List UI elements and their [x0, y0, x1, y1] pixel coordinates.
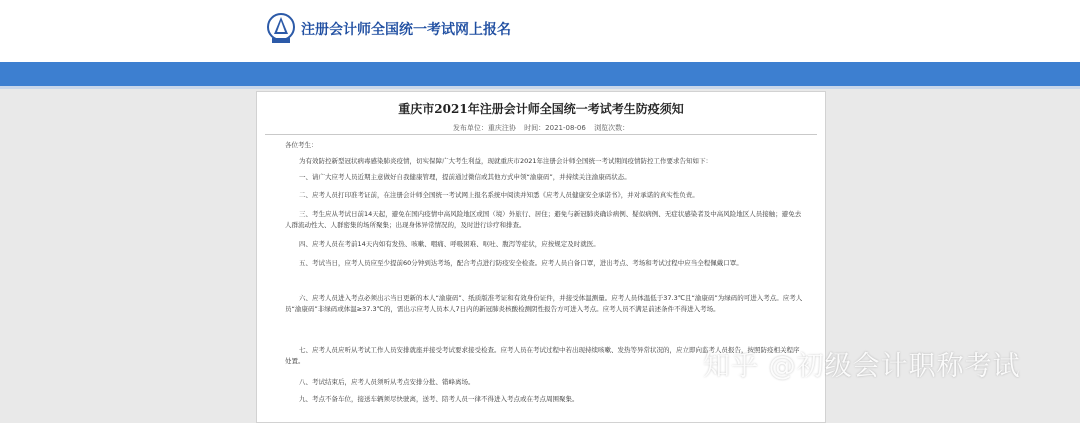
paragraph-1: 一、请广大应考人员近期主意做好自我健康管理，提前通过微信或其他方式申领“渝康码”，并持续关注渝康码状态。	[299, 173, 631, 181]
title-divider	[265, 134, 817, 135]
site-title[interactable]: 注册会计师全国统一考试网上报名	[301, 22, 511, 38]
notice-meta	[257, 123, 825, 133]
paragraph-9: 九、考点不备车位，接送车辆须尽快驶离，送考、陪考人员一律不得进入考点或在考点周围聚集。	[299, 395, 579, 403]
paragraph-6: 六、应考人员进入考点必须出示当日更新的本人“渝康码”、纸质版准考证和有效身份证件，并接受体温测量。应考人员体温低于37.3℃且“渝康码”为绿码的可进入考点。应考人员“渝康码”非绿码或体温≥37.3℃的，需出示应考人员本人7日内的新冠肺炎核酸检测阴性报告方可进入考点。应考人员不满足前述条件不得进入考场。	[285, 294, 803, 313]
paragraph-8: 八、考试结束后，应考人员须听从考点安排分批、错峰离场。	[299, 378, 475, 386]
paragraph-7: 七、应考人员应听从考试工作人员安排就座并接受考试要求接受检查。应考人员在考试过程中若出现持续咳嗽、发热等异常状况的，应立即向监考人员报告，按照防疫相关程序处置。	[285, 346, 800, 365]
paragraph-3: 三、考生应从考试日前14天起，避免在国内疫情中高风险地区或国（境）外旅行、居住；避免与新冠肺炎确诊病例、疑似病例、无症状感染者及中高风险地区人员接触；避免去人群流动性大、人群密集的场所聚集；出现身体异常情况的，及时进行诊疗和排查。	[285, 210, 802, 229]
salutation: 各位考生：	[285, 141, 318, 149]
zhihu-watermark: 知乎 @初级会计职称考试	[703, 351, 1021, 382]
paragraph-5: 五、考试当日，应考人员应至少提前60分钟到达考场，配合考点进行防疫安全检查。应考人员自备口罩，进出考点、考场和考试过程中应当全程佩戴口罩。	[299, 259, 743, 267]
paragraph-4: 四、应考人员在考前14天内如有发热、咳嗽、咽痛、呼吸困难、呕吐、腹泻等症状，应按规定及时就医。	[299, 240, 600, 248]
paragraph-2: 二、应考人员打印准考证前，在注册会计师全国统一考试网上报名系统中阅读并知悉《应考人员健康安全承诺书》，并对承诺的真实性负责。	[299, 191, 699, 199]
notice-title: 重庆市2021年注册会计师全国统一考试考生防疫须知	[398, 102, 684, 116]
paragraph-intro: 为有效防控新型冠状病毒感染肺炎疫情，切实保障广大考生利益，现就重庆市2021年注册会计师全国统一考试期间疫情防控工作要求告知如下：	[299, 157, 713, 165]
navigation-divider	[0, 86, 1080, 89]
site-header	[0, 0, 1080, 62]
cicpa-logo-icon[interactable]	[266, 12, 296, 46]
notice-publisher: 发布单位：重庆注协	[452, 124, 516, 132]
navigation-bar	[0, 62, 1080, 86]
notice-time: 时间：2021-08-06	[524, 124, 586, 132]
notice-views: 浏览次数：	[594, 124, 630, 132]
